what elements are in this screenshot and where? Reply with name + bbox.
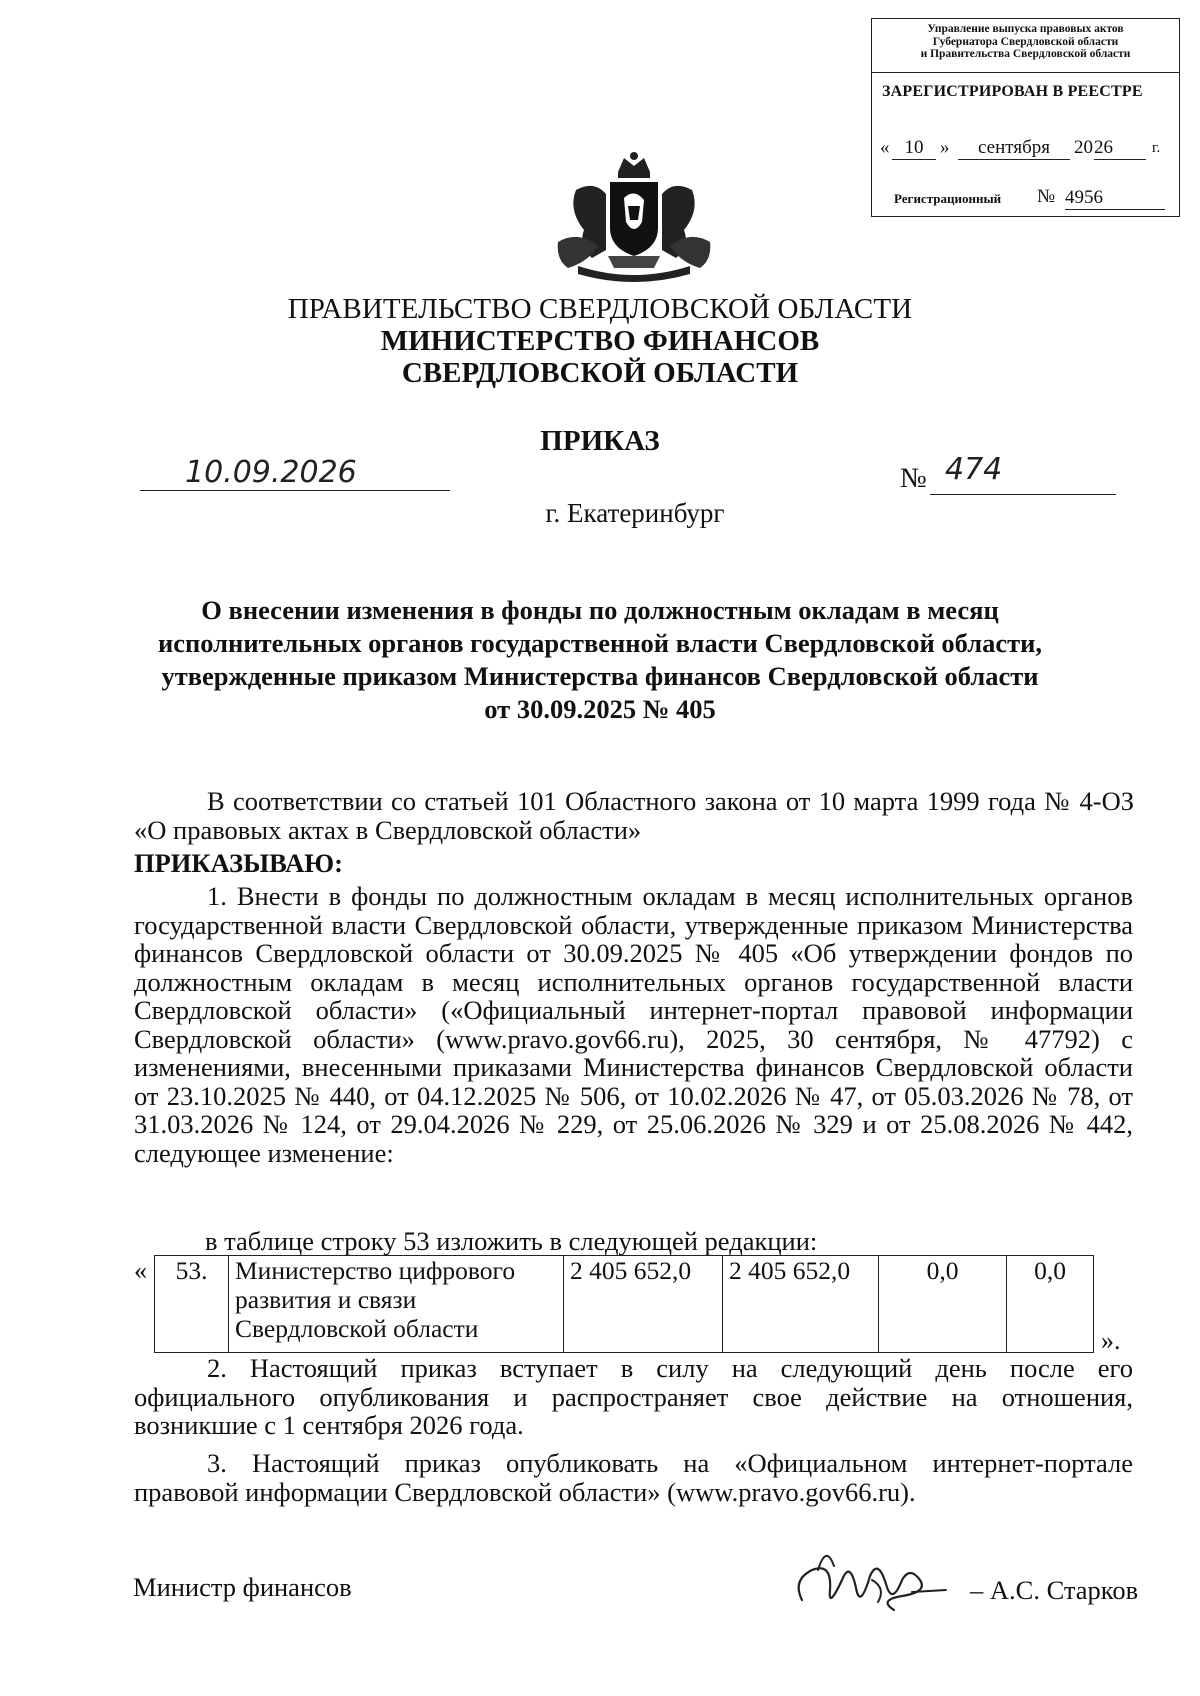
stamp-year-unit: г.	[1152, 140, 1161, 156]
row-value1-cell: 2 405 652,0	[564, 1256, 723, 1353]
stamp-year-prefix: 20	[1074, 137, 1093, 158]
stamp-reg-label: Регистрационный	[894, 191, 1002, 206]
number-underline	[930, 494, 1116, 495]
city: г. Екатеринбург	[545, 498, 725, 528]
signature-icon	[782, 1540, 952, 1630]
row-value4-cell: 0,0	[1007, 1256, 1094, 1353]
stamp-header-line: Губернатора Свердловской области	[932, 35, 1119, 48]
stamp-header-line: и Правительства Свердловской области	[920, 48, 1131, 60]
signer-position: Министр финансов	[133, 1572, 352, 1602]
row-value2-cell: 2 405 652,0	[723, 1256, 879, 1353]
legal-basis-paragraph: В соответствии со статьей 101 Областного закона от 10 марта 1999 года № 4-ОЗ «О правовых актах в Свердловской области»	[134, 786, 1134, 845]
signer-name	[970, 1575, 1138, 1606]
document-title	[150, 594, 1050, 726]
title-line: исполнительных органов государственной власти Свердловской области,	[157, 628, 1042, 658]
stamp-day: 10	[892, 137, 936, 160]
date-underline	[140, 490, 450, 491]
registry-stamp	[871, 18, 1180, 217]
number-sign: №	[900, 463, 927, 494]
order-item-2: 2. Настоящий приказ вступает в силу на следующий день после его официального опубликования и распространяет свое действие на отношения, возникшие с 1 сентября 2026 года.	[134, 1353, 1133, 1440]
row-value3-cell: 0,0	[879, 1256, 1007, 1353]
order-item-3: 3. Настоящий приказ опубликовать на «Официальном интернет-портале правовой информации Свердловской области» (www.pravo.gov66.ru).	[134, 1448, 1133, 1507]
document-number: 474	[945, 452, 1003, 487]
coat-of-arms-icon	[548, 150, 720, 285]
table-intro: в таблице строку 53 изложить в следующей редакции:	[205, 1226, 818, 1256]
ministry-title-line2: СВЕРДЛОВСКОЙ ОБЛАСТИ	[401, 357, 799, 389]
amended-table-row	[154, 1255, 1094, 1353]
stamp-quote-open: «	[880, 137, 890, 158]
stamp-quote-close: »	[940, 137, 950, 158]
signer-dash: –	[970, 1575, 984, 1605]
stamp-number-sign: №	[1037, 186, 1056, 207]
ministry-title-line1: МИНИСТЕРСТВО ФИНАНСОВ	[380, 325, 820, 357]
document-date: 10.09.2026	[185, 455, 357, 490]
order-item-1: 1. Внести в фонды по должностным окладам в месяц исполнительных органов государственной власти Свердловской области, утвержденные приказом Министерства финансов Свердловской области от 30.09.2025 № 405 «Об утверждении фондов по должностным окладам в месяц исполнительных органов государственной власти Свердловской области» («Официальный интернет-портал правовой информации Свердловской области» (www.pravo.gov66.ru), 2025, 30 сентября, № 47792) с изменениями, внесенными приказами Министерства финансов Свердловской области от 23.10.2025 № 440, от 04.12.2025 № 506, от 10.02.2026 № 47, от 05.03.2026 № 78, от 31.03.2026 № 124, от 29.04.2026 № 229, от 25.06.2026 № 329 и от 25.08.2026 № 442, следующее изменение:	[134, 881, 1133, 1168]
table-quote-open: «	[134, 1256, 147, 1285]
stamp-header	[872, 19, 1179, 73]
stamp-month: сентября	[958, 137, 1070, 160]
row-number-cell: 53.	[155, 1256, 229, 1353]
stamp-year-suffix: 26	[1094, 137, 1146, 160]
stamp-registered-label: ЗАРЕГИСТРИРОВАН В РЕЕСТРЕ	[882, 83, 1143, 100]
title-line: О внесении изменения в фонды по должностным окладам в месяц	[201, 595, 999, 625]
table-row	[155, 1256, 1094, 1353]
table-quote-close: ».	[1101, 1326, 1121, 1355]
row-name-cell: Министерство цифрового развития и связи Свердловской области	[229, 1256, 564, 1353]
government-title: ПРАВИТЕЛЬСТВО СВЕРДЛОВСКОЙ ОБЛАСТИ	[287, 293, 913, 325]
title-line: от 30.09.2025 № 405	[484, 694, 716, 724]
stamp-reg-number: 4956	[1065, 187, 1165, 210]
document-type: ПРИКАЗ	[540, 425, 660, 457]
order-word: ПРИКАЗЫВАЮ:	[134, 848, 343, 878]
stamp-header-line: Управление выпуска правовых актов	[927, 23, 1124, 35]
signer-name-text: А.С. Старков	[989, 1575, 1139, 1605]
title-line: утвержденные приказом Министерства финансов Свердловской области	[161, 661, 1039, 691]
